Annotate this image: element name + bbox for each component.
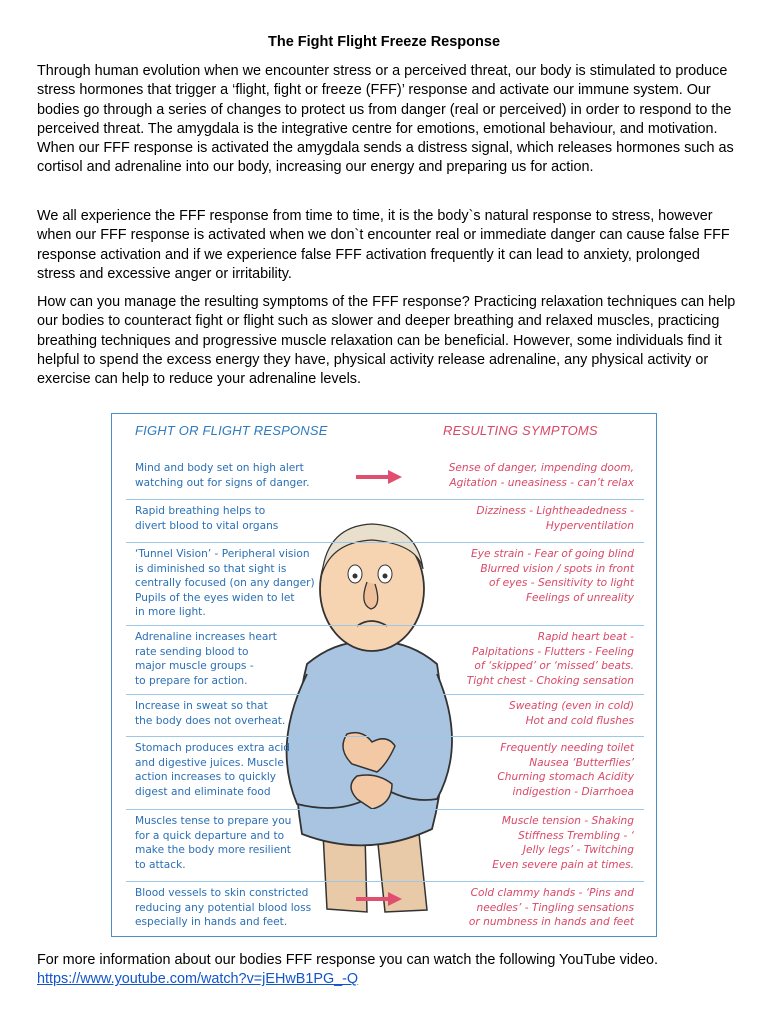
- response-line: major muscle groups -: [135, 660, 254, 673]
- response-line: ‘Tunnel Vision’ - Peripheral vision: [135, 548, 310, 560]
- symptom-line: Hot and cold flushes: [525, 714, 634, 727]
- response-text: [135, 741, 325, 799]
- symptom-line: indigestion - Diarrhoea: [512, 785, 634, 798]
- response-text: [135, 461, 325, 490]
- symptom-line: Even severe pain at times.: [492, 858, 634, 871]
- row-divider: [126, 694, 644, 695]
- response-text: [135, 699, 325, 728]
- response-line: Adrenaline increases heart: [135, 631, 277, 643]
- response-line: divert blood to vital organs: [135, 519, 279, 532]
- right-arrow-icon: [356, 892, 402, 906]
- paragraph-management: How can you manage the resulting symptoms of the FFF response? Practicing relaxation techniques can help our bodies to counteract fight or flight such as slower and deeper breathing and relaxed muscles, practicing breathing techniques and progressive muscle relaxation can be beneficial. However, some individuals find it helpful to spend the excess energy they have, physical activity release adrenaline, any physical activity or exercise can help to reduce your adrenaline levels.: [37, 294, 736, 388]
- footer: [37, 951, 658, 990]
- symptom-line: Muscle tension - Shaking: [501, 815, 634, 827]
- row-divider: [126, 542, 644, 543]
- response-line: watching out for signs of danger.: [135, 476, 310, 489]
- symptom-line: Cold clammy hands - ‘Pins and: [470, 887, 634, 899]
- youtube-link[interactable]: https://www.youtube.com/watch?v=jEHwB1PG_-Q: [37, 971, 359, 988]
- symptom-line: Stiffness Trembling - ‘: [518, 829, 634, 842]
- response-line: Pupils of the eyes widen to let: [135, 591, 295, 604]
- response-line: digest and eliminate food: [135, 785, 271, 798]
- response-line: Rapid breathing helps to: [135, 505, 266, 517]
- response-text: [135, 814, 325, 872]
- symptom-text: [429, 461, 634, 490]
- fff-infographic: [111, 413, 657, 937]
- symptom-text: [429, 741, 634, 799]
- symptom-line: Agitation - uneasiness - can’t relax: [449, 476, 634, 489]
- symptom-line: Sense of danger, impending doom,: [448, 462, 634, 474]
- symptom-line: of ‘skipped’ or ‘missed’ beats.: [474, 660, 634, 673]
- response-line: rate sending blood to: [135, 645, 249, 658]
- symptom-line: of eyes - Sensitivity to light: [489, 577, 634, 590]
- response-line: to attack.: [135, 858, 186, 871]
- response-line: for a quick departure and to: [135, 829, 285, 842]
- row-divider: [126, 881, 644, 882]
- row-divider: [126, 809, 644, 810]
- response-text: [135, 547, 325, 620]
- response-text: [135, 504, 325, 533]
- response-line: Blood vessels to skin constricted: [135, 887, 309, 899]
- symptom-line: Sweating (even in cold): [509, 700, 634, 712]
- symptom-line: Rapid heart beat -: [537, 631, 634, 643]
- symptom-line: Blurred vision / spots in front: [480, 562, 634, 575]
- symptom-text: [429, 886, 634, 930]
- footer-text: For more information about our bodies FFF response you can watch the following YouTube video.: [37, 952, 659, 968]
- symptom-line: Nausea ‘Butterflies’: [529, 756, 634, 769]
- response-line: reducing any potential blood loss: [135, 901, 312, 914]
- symptom-line: Churning stomach Acidity: [497, 771, 634, 784]
- symptom-text: [429, 814, 634, 872]
- response-text: [135, 630, 325, 688]
- response-line: the body does not overheat.: [135, 714, 286, 727]
- symptom-line: Dizziness - Lightheadedness -: [476, 505, 634, 517]
- response-line: make the body more resilient: [135, 844, 291, 857]
- response-line: Stomach produces extra acid: [135, 742, 291, 754]
- left-column-header: FIGHT OR FLIGHT RESPONSE: [135, 423, 328, 438]
- response-line: Muscles tense to prepare you: [135, 815, 292, 827]
- symptom-line: needles’ - Tingling sensations: [476, 901, 634, 914]
- response-line: is diminished so that sight is: [135, 562, 287, 575]
- symptom-text: [429, 504, 634, 533]
- right-column-header: RESULTING SYMPTOMS: [443, 423, 598, 438]
- symptom-text: [429, 630, 634, 688]
- response-line: Mind and body set on high alert: [135, 462, 304, 474]
- response-line: action increases to quickly: [135, 771, 277, 784]
- paragraph-intro: Through human evolution when we encounter stress or a perceived threat, our body is stimulated to produce stress hormones that trigger a ‘flight, fight or freeze (FFF)’ response and activate our immune system. Our bodies go through a series of changes to protect us from danger (real or perceived) in order to respond to the perceived threat. The amygdala is the integrative centre for emotions, emotional behaviour, and motivation. When our FFF response is activated the amygdala sends a distress signal, which releases hormones such as cortisol and adrenaline into our body, increasing our energy and preparing us for action.: [37, 63, 734, 176]
- response-line: to prepare for action.: [135, 674, 248, 687]
- document-title: The Fight Flight Freeze Response: [267, 34, 501, 50]
- response-line: and digestive juices. Muscle: [135, 756, 284, 769]
- response-line: especially in hands and feet.: [135, 916, 288, 929]
- response-line: Increase in sweat so that: [135, 700, 268, 712]
- symptom-text: [429, 547, 634, 605]
- symptom-line: Frequently needing toilet: [500, 742, 634, 754]
- symptom-line: Palpitations - Flutters - Feeling: [472, 645, 634, 658]
- row-divider: [126, 625, 644, 626]
- row-divider: [126, 499, 644, 500]
- symptom-line: Hyperventilation: [545, 519, 634, 532]
- symptom-line: or numbness in hands and feet: [468, 916, 634, 929]
- response-text: [135, 886, 325, 930]
- symptom-line: Tight chest - Choking sensation: [466, 674, 634, 687]
- symptom-line: Feelings of unreality: [525, 591, 634, 604]
- paragraph-false-activation: We all experience the FFF response from time to time, it is the body`s natural response to stress, however when our FFF response is activated when we don`t encounter real or immediate danger can cause false FFF response activation and if we experience false FFF activation frequently it can lead to anxiety, prolonged stress and excessive anger or irritability.: [37, 208, 730, 282]
- response-line: in more light.: [135, 606, 206, 619]
- row-divider: [126, 736, 644, 737]
- symptom-line: Eye strain - Fear of going blind: [471, 548, 634, 560]
- symptom-line: Jelly legs’ - Twitching: [522, 844, 634, 857]
- response-line: centrally focused (on any danger): [135, 577, 315, 590]
- right-arrow-icon: [356, 470, 402, 484]
- symptom-text: [429, 699, 634, 728]
